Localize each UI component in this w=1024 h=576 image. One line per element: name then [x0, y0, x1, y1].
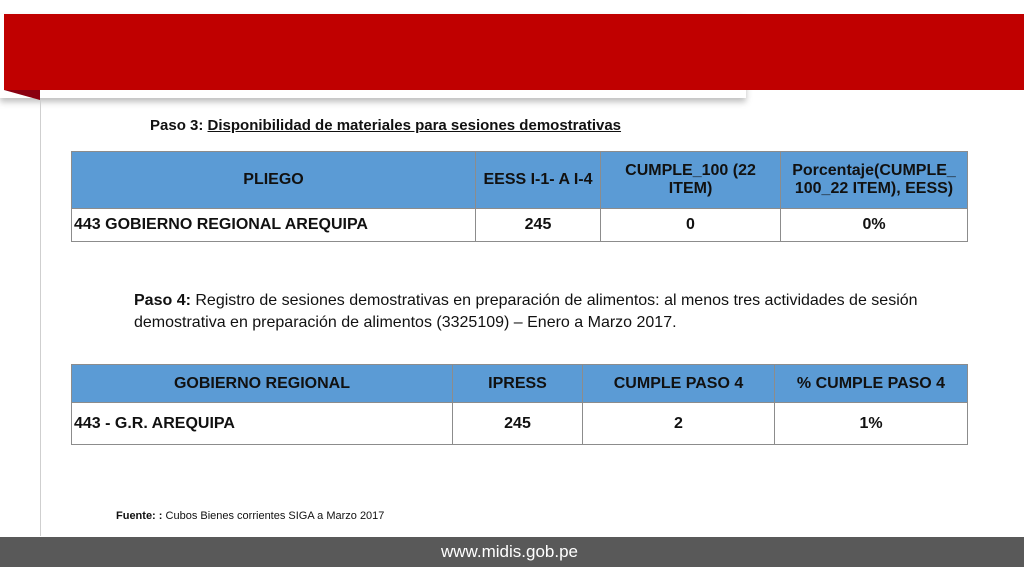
table-row	[72, 403, 968, 445]
col-gobierno-regional: GOBIERNO REGIONAL	[72, 365, 453, 403]
cell-ipress: 245	[453, 403, 583, 445]
col-pliego: PLIEGO	[72, 152, 476, 209]
cell-porcentaje: 0%	[781, 209, 968, 242]
cell-pliego: 443 GOBIERNO REGIONAL AREQUIPA	[72, 209, 476, 242]
sessions-table	[71, 364, 968, 445]
left-divider	[40, 100, 41, 536]
header-fold	[4, 90, 40, 100]
source-text: Cubos Bienes corrientes SIGA a Marzo 2017	[165, 510, 385, 522]
col-ipress: IPRESS	[453, 365, 583, 403]
cell-cumple-100: 0	[601, 209, 781, 242]
col-porcentaje: Porcentaje(CUMPLE_ 100_22 ITEM), EESS)	[781, 152, 968, 209]
col-cumple-paso-4: CUMPLE PASO 4	[583, 365, 775, 403]
table-header-row	[72, 152, 968, 209]
table-row	[72, 209, 968, 242]
header-bar	[4, 14, 1024, 90]
cell-pct-cumple-paso-4: 1%	[775, 403, 968, 445]
cell-gobierno-regional: 443 - G.R. AREQUIPA	[72, 403, 453, 445]
materials-table	[71, 151, 968, 242]
col-eess: EESS I-1- A I-4	[476, 152, 601, 209]
step3-title	[150, 117, 621, 134]
step3-label: Paso 3:	[150, 117, 204, 134]
cell-cumple-paso-4: 2	[583, 403, 775, 445]
table-header-row	[72, 365, 968, 403]
step4-paragraph	[134, 290, 954, 334]
source-label: Fuente: :	[116, 510, 163, 522]
footer-url[interactable]: www.midis.gob.pe	[441, 542, 579, 561]
col-cumple-100: CUMPLE_100 (22 ITEM)	[601, 152, 781, 209]
step3-text: Disponibilidad de materiales para sesiones demostrativas	[207, 117, 622, 134]
source-note	[116, 510, 384, 522]
col-pct-cumple-paso-4: % CUMPLE PASO 4	[775, 365, 968, 403]
cell-eess: 245	[476, 209, 601, 242]
step4-text: Registro de sesiones demostrativas en preparación de alimentos: al menos tres actividades de sesión demostrativa en preparación de alimentos (3325109) – Enero a Marzo 2017.	[134, 292, 918, 331]
step4-label: Paso 4:	[134, 292, 191, 309]
